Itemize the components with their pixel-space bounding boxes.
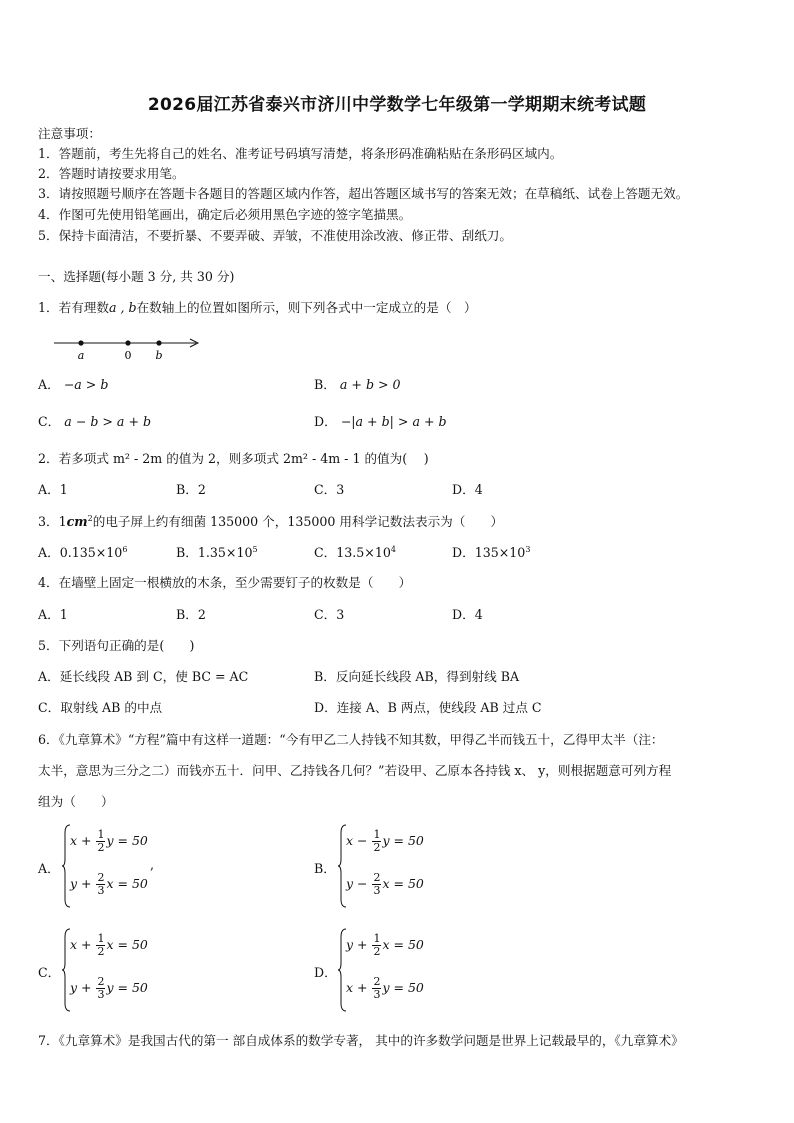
q4-option-a[interactable]: A．1 (38, 607, 68, 622)
q6-option-d-system[interactable] (338, 927, 438, 1013)
question-6-line-2: 太半，意思为三分之二）而钱亦五十．问甲、乙持钱各几何？”若设甲、乙原本各持钱 x、 y，则根据题意可列方程 (38, 763, 672, 778)
question-2-stem: 2．若多项式 m² - 2m 的值为 2，则多项式 2m² - 4m - 1 的值为( ) (38, 451, 429, 466)
notice-heading: 注意事项： (38, 126, 101, 141)
label-b: b (155, 349, 163, 362)
q3-option-d-text: D．135×10 (452, 545, 526, 560)
q3-option-d[interactable] (452, 542, 530, 561)
q6-option-b-system[interactable] (338, 823, 438, 909)
q1-option-c-expr: a − b > a + b (64, 414, 152, 429)
q6-option-b-label[interactable]: B． (314, 861, 336, 876)
q1-option-a[interactable] (38, 374, 108, 393)
q5-option-a[interactable]: A．延长线段 AB 到 C，使 BC = AC (38, 669, 249, 684)
q6-d-eq2: x + $\frac{2}{3}$ y = 50 (346, 975, 424, 1001)
q6-a-eq1: x + $\frac{1}{2}$ y = 50 (70, 828, 148, 854)
number-line (52, 333, 202, 363)
q2-option-d[interactable]: D．4 (452, 482, 483, 497)
q6-option-c-label[interactable]: C． (38, 965, 61, 980)
q6-b-eq1: x − $\frac{1}{2}$ y = 50 (346, 828, 424, 854)
q6-a-eq2: y + $\frac{2}{3}$ x = 50 (70, 871, 148, 897)
q1-option-a-expr: −a > b (63, 377, 109, 392)
point-b (156, 340, 161, 345)
q2-option-b[interactable]: B．2 (176, 482, 206, 497)
q3-option-d-exp: 3 (525, 545, 531, 554)
q3-option-a-text: A．0.135×10 (38, 545, 123, 560)
q3-option-a-exp: 6 (122, 545, 128, 554)
q6-option-c-system[interactable] (62, 927, 162, 1013)
q2-option-a[interactable]: A．1 (38, 482, 68, 497)
q6-b-eq2: y − $\frac{2}{3}$ x = 50 (346, 871, 424, 897)
q6-c-eq1: x + $\frac{1}{2}$ x = 50 (70, 932, 148, 958)
section-heading: 一、选择题(每小题 3 分, 共 30 分) (38, 269, 235, 284)
q1-option-b-label: B． (314, 377, 336, 392)
q6-option-a-label[interactable]: A． (38, 861, 60, 876)
q1-stem-b: 在数轴上的位置如图所示，则下列各式中一定成立的是（ ） (136, 300, 477, 315)
question-3-stem: 3．$1cm^2$的电子屏上约有细菌 135000 个，135000 用科学记数法表示为（ ） (38, 514, 504, 529)
q1-option-c[interactable] (38, 411, 151, 430)
q1-option-d-expr: −|a + b| > a + b (340, 414, 447, 429)
q1-option-c-label: C． (38, 414, 61, 429)
q5-option-b[interactable]: B．反向延长线段 AB，得到射线 BA (314, 669, 520, 684)
q3-stem-b: 的电子屏上约有细菌 135000 个，135000 用科学记数法表示为（ ） (92, 514, 504, 529)
q1-option-b[interactable] (314, 374, 401, 393)
q6-option-a-comma: , (150, 857, 155, 872)
q6-d-eq1: y + $\frac{1}{2}$ x = 50 (346, 932, 424, 958)
question-1-stem (38, 297, 477, 316)
point-a (78, 340, 83, 345)
notice-item-5: 5．保持卡面清洁，不要折暴、不要弄破、弄皱，不准使用涂改液、修正带、刮纸刀。 (38, 228, 512, 243)
q5-option-d[interactable]: D．连接 A、B 两点，使线段 AB 过点 C (314, 700, 542, 715)
question-6-line-3: 组为（ ） (38, 794, 114, 809)
label-a: a (77, 349, 85, 362)
question-7-line-1: 7．《九章算术》是我国古代的第一 部自成体系的数学专著， 其中的许多数学问题是世界上记载最早的，《九章算术》 (38, 1033, 684, 1048)
q1-option-d[interactable] (314, 411, 447, 430)
q3-unit: cm (66, 514, 88, 529)
label-0: 0 (124, 349, 132, 362)
q4-option-b[interactable]: B．2 (176, 607, 206, 622)
q5-option-c[interactable]: C．取射线 AB 的中点 (38, 700, 163, 715)
q6-option-d-label[interactable]: D． (314, 965, 337, 980)
question-4-stem: 4．在墙壁上固定一根横放的木条，至少需要钉子的枚数是（ ） (38, 575, 412, 590)
q3-option-b-exp: 5 (252, 545, 258, 554)
q3-stem-a: 3．1 (38, 514, 67, 529)
q3-option-c-exp: 4 (390, 545, 396, 554)
q1-stem-a: 1．若有理数 (38, 300, 109, 315)
q1-option-b-expr: a + b > 0 (339, 377, 401, 392)
q2-option-c[interactable]: C．3 (314, 482, 345, 497)
q6-c-eq2: y + $\frac{2}{3}$ y = 50 (70, 975, 148, 1001)
q3-option-a[interactable] (38, 542, 127, 561)
q1-option-d-label: D． (314, 414, 337, 429)
q3-option-b[interactable] (176, 542, 258, 561)
point-0 (125, 340, 130, 345)
question-5-stem: 5．下列语句正确的是( ) (38, 638, 195, 653)
q1-vars: a , b (108, 300, 137, 315)
q3-option-c[interactable] (314, 542, 396, 561)
q4-option-c[interactable]: C．3 (314, 607, 345, 622)
page-title: 2026届江苏省泰兴市济川中学数学七年级第一学期期末统考试题 (147, 95, 647, 115)
q6-option-a-system[interactable] (62, 823, 162, 909)
question-6-line-1: 6．《九章算术》“方程”篇中有这样一道题：“今有甲乙二人持钱不知其数，甲得乙半而钱五十，乙得甲太半（注： (38, 732, 664, 747)
notice-item-3: 3．请按照题号顺序在答题卡各题目的答题区域内作答，超出答题区域书写的答案无效；在草稿纸、试卷上答题无效。 (38, 186, 689, 201)
q1-option-a-label: A． (38, 377, 60, 392)
notice-item-4: 4．作图可先使用铅笔画出，确定后必须用黑色字迹的签字笔描黑。 (38, 207, 412, 222)
notice-item-2: 2．答题时请按要求用笔。 (38, 166, 185, 181)
q3-option-c-text: C．13.5×10 (314, 545, 391, 560)
q3-option-b-text: B．1.35×10 (176, 545, 253, 560)
q4-option-d[interactable]: D．4 (452, 607, 483, 622)
notice-item-1: 1．答题前，考生先将自己的姓名、准考证号码填写清楚，将条形码准确粘贴在条形码区域内。 (38, 146, 563, 161)
